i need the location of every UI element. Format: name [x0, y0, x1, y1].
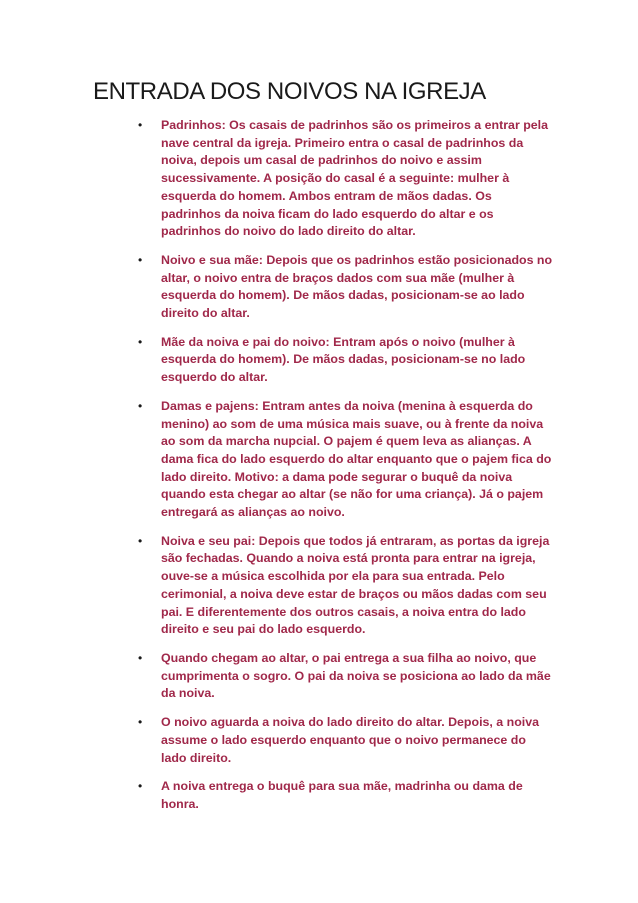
bullet-list [124, 117, 554, 825]
document-title: ENTRADA DOS NOIVOS NA IGREJA [93, 78, 486, 105]
bullet-icon: • [138, 533, 143, 548]
list-item [124, 650, 554, 703]
list-item-text: Damas e pajens: Entram antes da noiva (menina à esquerda do menino) ao som de uma música mais suave, ou à frente da noiva ao som da marcha nupcial. O pajem é quem leva as alianças. A dama fica do lado esquerdo do altar enquanto que o pajem fica do lado direito. Motivo: a dama pode segurar o buquê da noiva quando esta chegar ao altar (se não for uma criança). Já o pajem entregará as alianças ao noivo. [161, 398, 552, 520]
list-item-text: Padrinhos: Os casais de padrinhos são os primeiros a entrar pela nave central da igreja. Primeiro entra o casal de padrinhos da noiva, depois um casal de padrinhos do noivo e assim sucessivamente. A posição do casal é a seguinte: mulher à esquerda do homem. Ambos entram de mãos dadas. Os padrinhos da noiva ficam do lado esquerdo do altar e os padrinhos do noivo do lado direito do altar. [161, 118, 548, 239]
bullet-icon: • [138, 118, 143, 132]
list-item [124, 117, 554, 241]
list-item [124, 714, 554, 767]
bullet-icon: • [138, 334, 143, 349]
list-item [124, 398, 554, 522]
list-item [124, 533, 554, 639]
list-item-text: A noiva entrega o buquê para sua mãe, madrinha ou dama de honra. [161, 779, 523, 811]
bullet-icon: • [138, 715, 143, 730]
list-item-text: O noivo aguarda a noiva do lado direito do altar. Depois, a noiva assume o lado esquerdo enquanto que o noivo permanece do lado direito. [161, 715, 539, 765]
bullet-icon: • [138, 252, 143, 267]
bullet-icon: • [138, 398, 143, 413]
list-item-text: Noiva e seu pai: Depois que todos já entraram, as portas da igreja são fechadas. Quando a noiva está pronta para entrar na igreja, ouve-se a música escolhida por ela para sua entrada. Pelo cerimonial, a noiva deve estar de braços ou mãos dadas com seu pai. E diferentemente dos outros casais, a noiva entra do lado direito e seu pai do lado esquerdo. [161, 533, 550, 637]
list-item-text: Quando chegam ao altar, o pai entrega a sua filha ao noivo, que cumprimenta o sogro. O pai da noiva se posiciona ao lado da mãe da noiva. [161, 650, 551, 701]
bullet-icon: • [138, 650, 143, 665]
list-item-text: Mãe da noiva e pai do noivo: Entram após o noivo (mulher à esquerda do homem). De mãos dadas, posicionam-se no lado esquerdo do altar. [161, 334, 526, 385]
bullet-icon: • [138, 779, 143, 794]
list-item-text: Noivo e sua mãe: Depois que os padrinhos estão posicionados no altar, o noivo entra de braços dados com sua mãe (mulher à esquerda do homem). De mãos dadas, posicionam-se ao lado direito do altar. [161, 252, 553, 321]
list-item [124, 778, 554, 813]
list-item [124, 334, 554, 387]
list-item [124, 252, 554, 323]
